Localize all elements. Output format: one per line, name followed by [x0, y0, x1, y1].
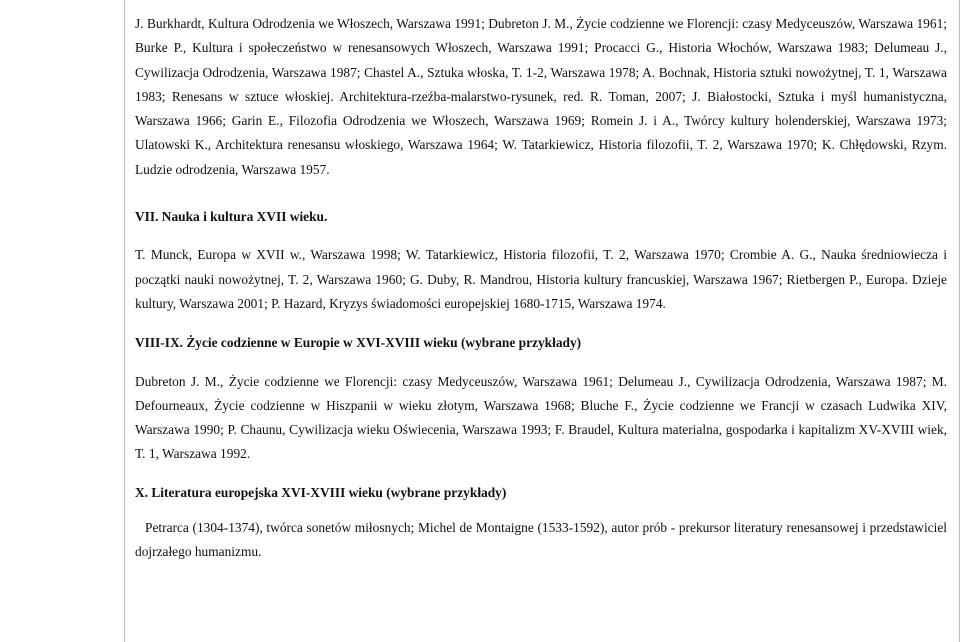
- section-heading-x: X. Literatura europejska XVI-XVIII wieku (wybrane przykłady): [135, 484, 507, 500]
- spacer: [135, 467, 947, 481]
- spacer: [135, 182, 947, 205]
- spacer: [135, 505, 947, 516]
- document-content: [135, 12, 947, 565]
- spacer: [135, 229, 947, 243]
- bibliography-paragraph-intro: J. Burkhardt, Kultura Odrodzenia we Włoszech, Warszawa 1991; Dubreton J. M., Życie codzienne we Florencji: czasy Medyceuszów, Warszawa 1961; Burke P., Kultura i społeczeństwo w renesansowych Włoszech, Warszawa 1991; Procacci G., Historia Włochów, Warszawa 1983; Delumeau J., Cywilizacja Odrodzenia, Warszawa 1987; Chastel A., Sztuka włoska, T. 1-2, Warszawa 1978; A. Bochnak, Historia sztuki nowożytnej, T. 1, Warszawa 1983; Renesans w sztuce włoskiej. Architektura-rzeźba-malarstwo-rysunek, red. R. Toman, 2007; J. Białostocki, Sztuka i myśl humanistyczna, Warszawa 1966; Garin E., Filozofia Odrodzenia we Włoszech, Warszawa 1969; Romein J. i A., Twórcy kultury holenderskiej, Warszawa 1973; Ulatowski K., Architektura renesansu włoskiego, Warszawa 1964; W. Tatarkiewicz, Historia filozofii, T. 2, Warszawa 1970; K. Chłędowski, Rzym. Ludzie odrodzenia, Warszawa 1957.: [135, 16, 947, 177]
- spacer: [135, 316, 947, 331]
- bibliography-paragraph-viii-ix: Dubreton J. M., Życie codzienne we Florencji: czasy Medyceuszów, Warszawa 1961; Delumeau J., Cywilizacja Odrodzenia, Warszawa 1987; M. Defourneaux, Życie codzienne w Hiszpanii w wieku złotym, Warszawa 1968; Bluche F., Życie codzienne we Francji w czasach Ludwika XIV, Warszawa 1990; P. Chaunu, Cywilizacja wieku Oświecenia, Warszawa 1993; F. Braudel, Kultura materialna, gospodarka i kapitalizm XV-XVIII wiek, T. 1, Warszawa 1992.: [135, 373, 947, 462]
- bibliography-paragraph-x: Petrarca (1304-1374), twórca sonetów miłosnych; Michel de Montaigne (1533-1592), autor prób - prekursor literatury renesansowej i przedstawiciel dojrzałego humanizmu.: [135, 520, 947, 560]
- section-heading-vii: VII. Nauka i kultura XVII wieku.: [135, 209, 328, 225]
- document-page: [124, 0, 960, 642]
- bibliography-paragraph-vii: T. Munck, Europa w XVII w., Warszawa 1998; W. Tatarkiewicz, Historia filozofii, T. 2, Warszawa 1970; Crombie A. G., Nauka średniowiecza i początki nauki nowożytnej, T. 2, Warszawa 1960; G. Duby, R. Mandrou, Historia kultury francuskiej, Warszawa 1967; Rietbergen P., Europa. Dzieje kultury, Warszawa 2001; P. Hazard, Kryzys świadomości europejskiej 1680-1715, Warszawa 1974.: [135, 247, 947, 311]
- spacer: [135, 356, 947, 370]
- section-heading-viii-ix: VIII-IX. Życie codzienne w Europie w XVI-XVIII wieku (wybrane przykłady): [135, 335, 582, 351]
